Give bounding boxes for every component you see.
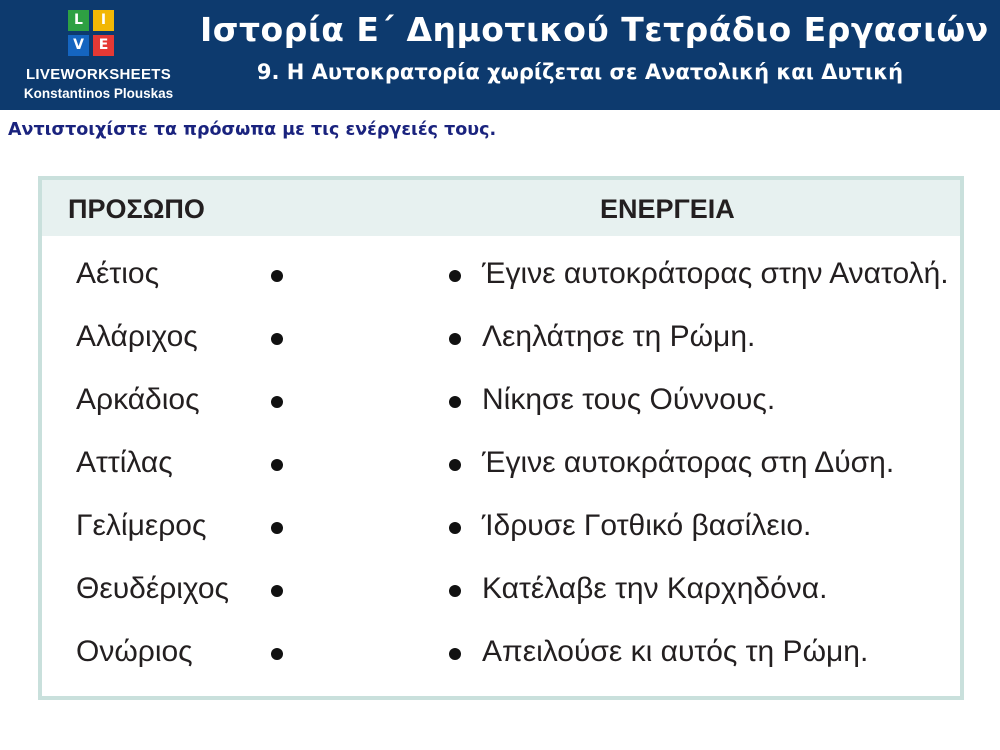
page-header — [0, 0, 1000, 110]
table-row — [42, 635, 960, 697]
person-match-dot[interactable] — [271, 396, 283, 408]
action-label: Νίκησε τους Ούννους. — [482, 383, 776, 416]
action-match-dot[interactable] — [449, 648, 461, 660]
instruction-text: Αντιστοιχίστε τα πρόσωπα με τις ενέργειές τους. — [8, 120, 497, 140]
brand-name: LIVEWORKSHEETS — [25, 66, 172, 83]
action-label: Ίδρυσε Γοτθικό βασίλειο. — [482, 509, 812, 542]
table-header — [42, 180, 960, 236]
person-label: Αέτιος — [76, 257, 160, 290]
author-name: Konstantinos Plouskas — [23, 86, 174, 101]
page-subtitle: 9. Η Αυτοκρατορία χωρίζεται σε Ανατολική και Δυτική — [256, 60, 904, 84]
person-label: Θευδέριχος — [76, 572, 230, 605]
column-header-person: ΠΡΟΣΩΠΟ — [68, 194, 205, 224]
column-header-action: ΕΝΕΡΓΕΙΑ — [600, 194, 735, 224]
action-label: Έγινε αυτοκράτορας στην Ανατολή. — [482, 257, 949, 290]
action-match-dot[interactable] — [449, 459, 461, 471]
logo-letter-v: V — [68, 35, 89, 56]
action-label: Λεηλάτησε τη Ρώμη. — [482, 320, 756, 353]
logo-letter-e: E — [93, 35, 114, 56]
action-match-dot[interactable] — [449, 522, 461, 534]
table-row — [42, 446, 960, 508]
page-title: Ιστορία Ε΄ Δημοτικού Τετράδιο Εργασιών — [200, 10, 989, 49]
person-label: Αρκάδιος — [76, 383, 200, 416]
action-match-dot[interactable] — [449, 270, 461, 282]
logo-letter-l: L — [68, 10, 89, 31]
table-row — [42, 257, 960, 319]
person-match-dot[interactable] — [271, 459, 283, 471]
action-label: Έγινε αυτοκράτορας στη Δύση. — [482, 446, 895, 479]
person-label: Αλάριχος — [76, 320, 198, 353]
person-match-dot[interactable] — [271, 648, 283, 660]
logo-letter-i: I — [93, 10, 114, 31]
person-match-dot[interactable] — [271, 333, 283, 345]
person-label: Αττίλας — [76, 446, 173, 479]
matching-table — [38, 176, 964, 700]
action-match-dot[interactable] — [449, 333, 461, 345]
person-label: Ονώριος — [76, 635, 193, 668]
person-label: Γελίμερος — [76, 509, 207, 542]
action-label: Κατέλαβε την Καρχηδόνα. — [482, 572, 828, 605]
person-match-dot[interactable] — [271, 522, 283, 534]
person-match-dot[interactable] — [271, 585, 283, 597]
action-label: Απειλούσε κι αυτός τη Ρώμη. — [482, 635, 869, 668]
table-row — [42, 572, 960, 634]
table-row — [42, 383, 960, 445]
table-row — [42, 320, 960, 382]
person-match-dot[interactable] — [271, 270, 283, 282]
action-match-dot[interactable] — [449, 585, 461, 597]
table-row — [42, 509, 960, 571]
action-match-dot[interactable] — [449, 396, 461, 408]
